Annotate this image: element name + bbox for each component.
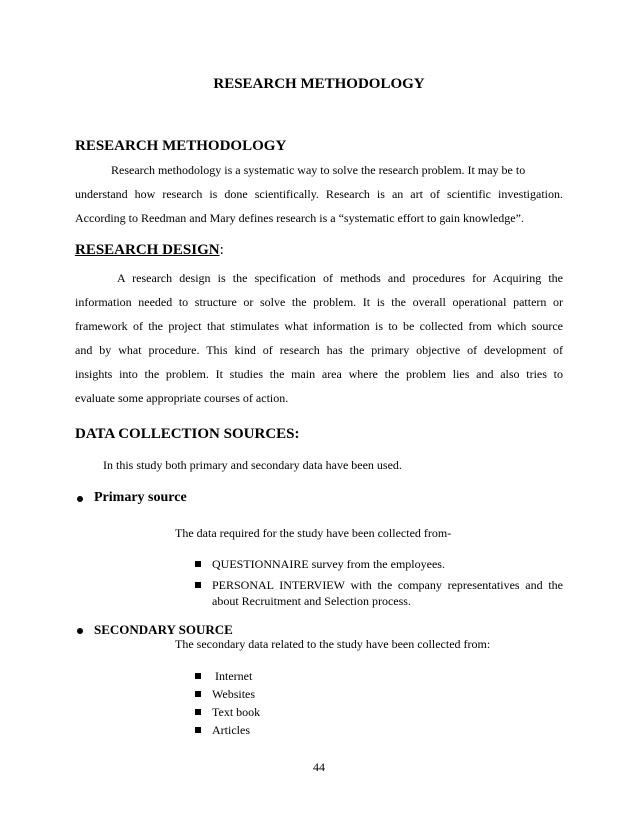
secondary-item-4: Articles: [212, 723, 250, 737]
secondary-item-3: Text book: [212, 705, 261, 719]
square-bullet-icon: [195, 582, 201, 588]
square-bullet-icon: [195, 727, 201, 733]
design-heading-text: RESEARCH DESIGN: [75, 242, 220, 258]
page-title: RESEARCH METHODOLOGY: [213, 76, 425, 92]
bullet-dot-icon: [77, 496, 83, 502]
secondary-item-2: Websites: [212, 687, 256, 701]
section-heading-methodology: RESEARCH METHODOLOGY: [75, 138, 287, 154]
design-line-2: information needed to structure or solve the problem. It is the overall operational pattern or: [75, 295, 563, 309]
secondary-source-text: The secondary data related to the study have been collected from:: [175, 637, 491, 651]
design-line-6: evaluate some appropriate courses of action.: [75, 391, 289, 405]
primary-source-text: The data required for the study have been collected from-: [175, 526, 452, 540]
primary-item-2-continued: about Recruitment and Selection process.: [212, 594, 411, 608]
design-line-5: insights into the problem. It studies the main area where the problem lies and also tries to: [75, 367, 563, 381]
design-paragraph: [75, 266, 563, 410]
methodology-line-3: According to Reedman and Mary defines research is a “systematic effort to gain knowledge”.: [75, 211, 524, 225]
design-line-3: framework of the project that stimulates what information is to be collected from which source: [75, 319, 563, 333]
page-number: 44: [313, 760, 325, 774]
square-bullet-icon: [195, 691, 201, 697]
square-bullet-icon: [195, 673, 201, 679]
methodology-line-2: understand how research is done scientifically. Research is an art of scientific investigation.: [75, 187, 563, 201]
methodology-line-1: Research methodology is a systematic way to solve the research problem. It may be to: [111, 163, 526, 177]
design-line-4: and by what procedure. This kind of research has the primary objective of development of: [75, 343, 563, 357]
secondary-source-label: SECONDARY SOURCE: [94, 622, 233, 637]
bullet-dot-icon: [77, 628, 83, 634]
section-heading-design: [75, 242, 224, 259]
primary-item-2: PERSONAL INTERVIEW with the company representatives and the: [212, 578, 563, 592]
primary-source-label: Primary source: [94, 490, 187, 505]
section-heading-data-collection: DATA COLLECTION SOURCES:: [75, 426, 300, 442]
secondary-item-1: Internet: [215, 669, 253, 683]
design-heading-colon: :: [219, 242, 224, 258]
design-line-1: A research design is the specification of methods and procedures for Acquiring the: [117, 271, 563, 285]
methodology-paragraph: [75, 158, 563, 230]
square-bullet-icon: [195, 709, 201, 715]
primary-item-1: QUESTIONNAIRE survey from the employees.: [212, 557, 445, 571]
data-collection-intro: In this study both primary and secondary data have been used.: [103, 458, 402, 472]
square-bullet-icon: [195, 561, 201, 567]
